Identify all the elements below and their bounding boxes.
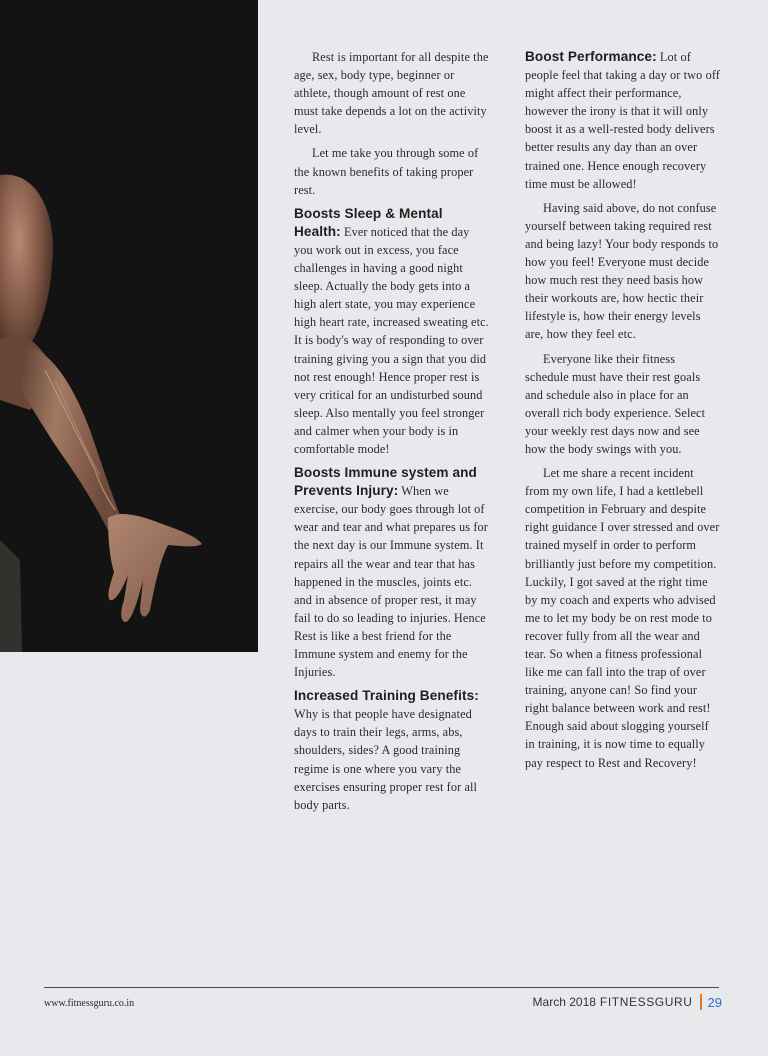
performance-section bbox=[525, 48, 720, 193]
footer-website[interactable]: www.fitnessguru.co.in bbox=[44, 998, 135, 1009]
sleep-section bbox=[294, 205, 490, 458]
footer-magazine-name: FITNESSGURU bbox=[599, 995, 693, 1009]
performance-body: Lot of people feel that taking a day or two off might affect their performance, however the irony is that it will only boost it as a well-rested body delivers better results any day than an over trained one. Hence enough recovery time must be allowed! bbox=[525, 50, 720, 191]
performance-heading: Boost Performance: bbox=[525, 49, 657, 64]
right-paragraph-2: Having said above, do not confuse yourself between taking required rest and being lazy! Your body responds to how you feel! Everyone must decide how much rest they need basis how their workouts are, how hectic their lifestyle is, how their energy levels are, how they feel etc. bbox=[525, 200, 719, 342]
footer-separator bbox=[700, 994, 702, 1010]
training-body: Why is that people have designated days to train their legs, arms, abs, shoulders, sides? A good training regime is one where you vary the exercises ensuring proper rest for all body parts. bbox=[294, 707, 478, 812]
immune-body: When we exercise, our body goes through lot of wear and tear and what prepares us for the next day is our Immune system. It repairs all the wear and tear that has happened in the muscles, joints etc. and in absence of proper rest, it may fail to do so leading to injuries. Hence Rest is like a best friend for the Immune system and enemy for the Injuries. bbox=[294, 484, 488, 680]
arm-photo bbox=[0, 0, 258, 652]
intro-paragraph-2: Let me take you through some of the known benefits of taking proper rest. bbox=[294, 146, 479, 197]
right-paragraph-4: Let me share a recent incident from my own life, I had a kettlebell competition in February and despite right guidance I over stressed and over trained myself in order to perform brilliantly just before my competition. Luckily, I got saved at the right time by my coach and experts who advised me to let my body be on rest mode to recover fully from all the wear and tear. So when a fitness professional like me can fall into the trap of over training, anyone can! So find your right balance between work and rest! Enough said about slogging yourself in training, it is now time to equally pay respect to Rest and Recovery! bbox=[525, 466, 720, 770]
footer-issue-date: March 2018 bbox=[532, 995, 596, 1009]
footer-issue-info bbox=[533, 994, 722, 1010]
immune-section bbox=[294, 464, 490, 681]
sleep-body: Ever noticed that the day you work out in excess, you face challenges in having a good night sleep. Actually the body gets into a high alert state, you may experience high heart rate, increased sweating etc. It is body's way of responding to over training giving you a sign that you did not rest enough! Hence proper rest is very critical for an undisturbed sound sleep. Also mentally you feel stronger and calmer when your body is in comfortable mode! bbox=[294, 224, 489, 456]
training-heading: Increased Training Benefits: bbox=[294, 688, 479, 704]
training-section bbox=[294, 687, 490, 814]
sleep-heading: Boosts Sleep & Mental Health: bbox=[294, 205, 443, 239]
muscular-arm-illustration bbox=[0, 0, 258, 652]
right-column bbox=[525, 48, 720, 778]
intro-paragraph-1: Rest is important for all despite the age, sex, body type, beginner or athlete, though amount of rest one must take depends a lot on the activity level. bbox=[294, 50, 489, 137]
left-column bbox=[294, 48, 490, 820]
footer-divider bbox=[44, 987, 719, 988]
right-paragraph-3: Everyone like their fitness schedule must have their rest goals and schedule also in place for an overall rich body experience. Select your weekly rest days now and see how the body swings with you. bbox=[525, 351, 706, 456]
page-number: 29 bbox=[707, 994, 722, 1010]
immune-heading: Boosts Immune system and Prevents Injury: bbox=[294, 465, 477, 499]
